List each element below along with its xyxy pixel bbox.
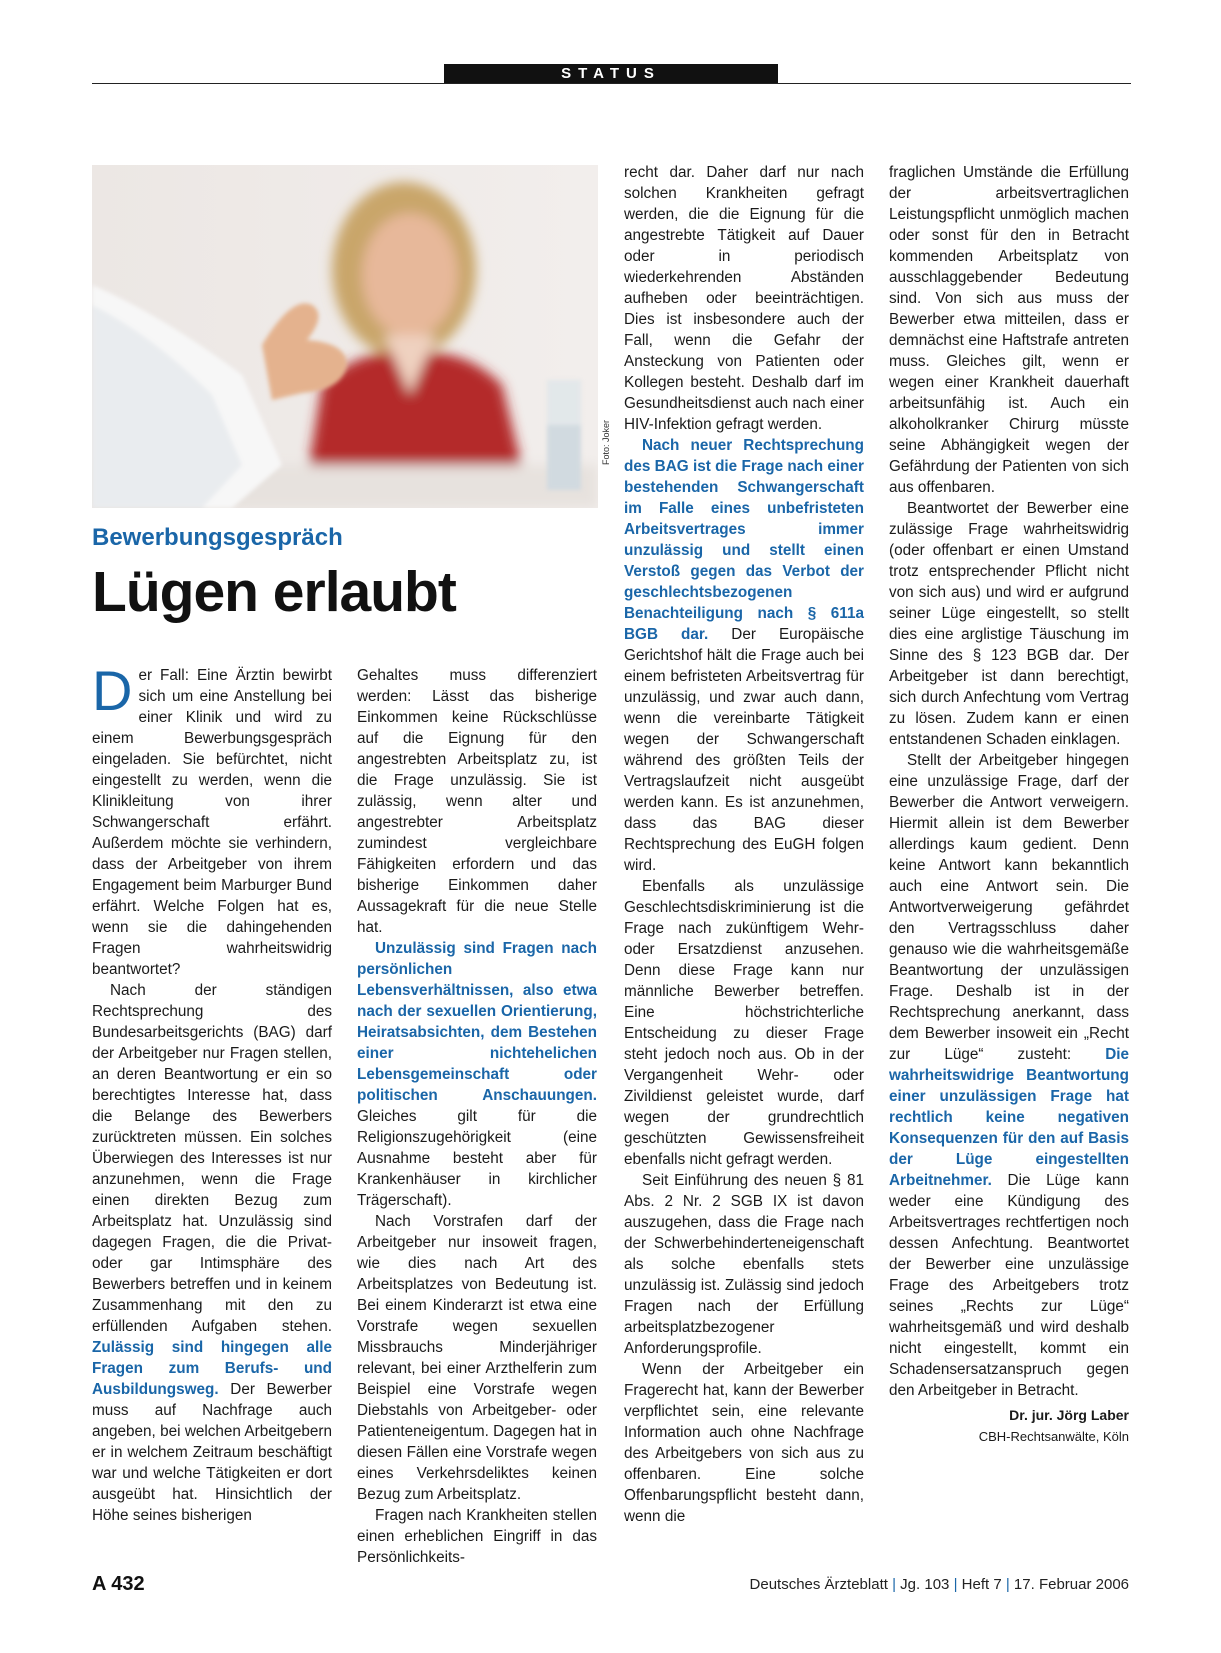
paragraph [624, 1170, 864, 1359]
paragraph-text: Ebenfalls als unzulässige Geschlechtsdiskriminierung ist die Frage nach zukünftigem Wehr- oder Ersatzdienst anzusehen. Denn diese Frage kann nur männliche Bewerber betreffen. Eine höchstrichterliche Entscheidung zu dieser Frage steht jedoch noch aus. Ob in der Vergangenheit Wehr- oder Zivildienst geleistet wurde, darf wegen der grundrechtlich geschützten Gewissensfreiheit ebenfalls nicht gefragt werden. [624, 878, 864, 1168]
paragraph [889, 750, 1129, 1401]
paragraph-text: Beantwortet der Bewerber eine zulässige Frage wahrheitswidrig (oder offenbart er einen Umstand trotz entsprechender Pflicht nicht von sich aus) und wird er aufgrund seiner Lüge eingestellt, so stellt dies eine arglistige Täuschung im Sinne des § 123 BGB dar. Der Arbeitgeber ist dann berechtigt, sich durch Anfechtung vom Vertrag zu lösen. Zudem kann er einen entstandenen Schaden einklagen. [889, 500, 1129, 748]
paragraph-text: recht dar. Daher darf nur nach solchen Krankheiten gefragt werden, die die Eignung für die angestrebte Tätigkeit auf Dauer oder in periodisch wiederkehrenden Abständen aufheben oder beeinträchtigen. Dies ist insbesondere auch der Fall, wenn die Gefahr der Ansteckung von Patienten oder Kollegen besteht. Deshalb darf im Gesundheitsdienst auch nach einer HIV-Infektion gefragt werden. [624, 164, 864, 433]
article-title: Lügen erlaubt [92, 560, 456, 624]
journal-date: 17. Februar 2006 [1013, 1576, 1129, 1593]
paragraph [357, 1211, 597, 1505]
paragraph [624, 435, 864, 876]
highlight-text: Zulässig sind hingegen alle Fragen zum Berufs- und Ausbildungsweg. [92, 1339, 332, 1398]
text-column-3 [624, 162, 864, 1527]
journal-volume: Jg. 103 [900, 1576, 950, 1593]
article-subtitle: Bewerbungsgespräch [92, 524, 343, 551]
paragraph [357, 665, 597, 938]
paragraph [624, 876, 864, 1170]
paragraph-text: Gleiches gilt für die Religionszugehörigkeit (eine Ausnahme besteht aber für Krankenhäuser in kirchlicher Trägerschaft). [357, 1108, 597, 1209]
paragraph-text: Seit Einführung des neuen § 81 Abs. 2 Nr. 2 SGB IX ist davon auszugehen, dass die Frage nach der Schwerbehinderteneigenschaft als solche ebenfalls stets unzulässig ist. Zulässig sind jedoch Fragen nach der Erfüllung arbeitsplatzbezogener Anforderungsprofile. [624, 1172, 864, 1357]
paragraph-text: Nach der ständigen Rechtsprechung des Bundesarbeitsgerichts (BAG) darf der Arbeitgeber nur Fragen stellen, an deren Beantwortung er ein so berechtigtes Interesse hat, dass die Belange des Bewerbers zurücktreten müssen. Ein solches Überwiegen des Interesses ist nur anzunehmen, wenn die Frage einen direkten Bezug zum Arbeitsplatz hat. Unzulässig sind dagegen Fragen, die die Privat- oder gar Intimsphäre des Bewerbers betreffen und in keinem Zusammenhang mit den zu erfüllenden Aufgaben stehen. [92, 982, 332, 1335]
text-column-2 [357, 665, 597, 1568]
photo-credit: Foto: Joker [601, 419, 611, 465]
paragraph-text: er Fall: Eine Ärztin bewirbt sich um eine Anstellung bei einer Klinik und wird zu einem Bewerbungsgespräch eingeladen. Sie befürchtet, nicht eingestellt zu werden, wenn die Klinikleitung von ihrer Schwangerschaft erfährt. Außerdem möchte sie verhindern, dass der Arbeitgeber von ihrem Engagement beim Marburger Bund erfährt. Welche Folgen hat es, wenn sie die dahingehenden Fragen wahrheitswidrig beantwortet? [92, 667, 332, 978]
text-column-1 [92, 659, 332, 1526]
separator: | [892, 1576, 896, 1593]
journal-footer [750, 1576, 1129, 1593]
author-affiliation: CBH-Rechtsanwälte, Köln [978, 1429, 1129, 1444]
paragraph-text: Fragen nach Krankheiten stellen einen erheblichen Eingriff in das Persönlichkeits- [357, 1507, 597, 1566]
drop-cap: D [92, 659, 133, 722]
paragraph-text: Der Bewerber muss auf Nachfrage auch angeben, bei welchen Arbeitgebern er in welchem Zeitraum beschäftigt war und welche Tätigkeiten er dort ausgeübt hat. Hinsichtlich der Höhe seines bisherigen [92, 1381, 332, 1524]
paragraph [889, 498, 1129, 750]
paragraph-text: Der Europäische Gerichtshof hält die Frage auch bei einem befristeten Arbeitsvertrag für unzulässig, und zwar auch dann, wenn die vereinbarte Tätigkeit wegen der Schwangerschaft während des größten Teils der Vertragslaufzeit nicht ausgeübt werden kann. Es ist anzunehmen, dass das BAG dieser Rechtsprechung des EuGH folgen wird. [624, 626, 865, 874]
paragraph-text: Stellt der Arbeitgeber hingegen eine unzulässige Frage, darf der Bewerber die Antwort verweigern. Hiermit allein ist dem Bewerber allerdings kaum gedient. Denn keine Antwort kann bekanntlich auch eine Antwort sein. Die Antwortverweigerung gefährdet den Vertragsschluss daher genauso wie die wahrheitsgemäße Beantwortung der unzulässigen Frage. Deshalb ist in der Rechtsprechung anerkannt, dass dem Bewerber insoweit ein „Recht zur Lüge“ zusteht: [889, 752, 1129, 1063]
paragraph-text: fraglichen Umstände die Erfüllung der arbeitsvertraglichen Leistungspflicht unmöglich machen oder sonst für den in Betracht kommenden Arbeitsplatz von ausschlaggebender Bedeutung sind. Von sich aus muss der Bewerber etwa mitteilen, dass er demnächst eine Haftstrafe antreten muss. Gleiches gilt, wenn er wegen einer Krankheit dauerhaft arbeitsunfähig ist. Auch ein alkoholkranker Chirurg müsste seine Abhängigkeit wegen der Gefährdung der Patienten von sich aus offenbaren. [889, 164, 1129, 496]
highlight-text: Die wahrheitswidrige Beantwortung einer unzulässigen Frage hat rechtlich keine negativen Konsequenzen für den auf Basis der Lüge eingestellten Arbeitnehmer. [889, 1046, 1129, 1189]
separator: | [1005, 1576, 1010, 1593]
paragraph-text: Nach Vorstrafen darf der Arbeitgeber nur insoweit fragen, wie dies nach Art des Arbeitsplatzes von Bedeutung ist. Bei einem Kinderarzt ist etwa eine Vorstrafe wegen sexuellen Missbrauchs Minderjähriger relevant, bei einer Arzthelferin zum Beispiel eine Vorstrafe wegen Diebstahls von Arbeitgeber- oder Patienteneigentum. Dagegen hat in diesen Fällen eine Vorstrafe wegen eines Verkehrsdeliktes keinen Bezug zum Arbeitsplatz. [357, 1213, 597, 1503]
paragraph-text: Die Lüge kann weder eine Kündigung des Arbeitsvertrages rechtfertigen noch dessen Anfechtung. Beantwortet der Bewerber eine unzulässige Frage des Arbeitgebers trotz seines „Rechts zur Lüge“ wahrheitsgemäß und wird deshalb nicht eingestellt, kommt ein Schadensersatzanspruch gegen den Arbeitgeber in Betracht. [889, 1172, 1130, 1399]
page-number: A 432 [92, 1573, 145, 1595]
author-name: Dr. jur. Jörg Laber [1009, 1407, 1129, 1423]
paragraph [357, 938, 597, 1211]
paragraph-text: Gehaltes muss differenziert werden: Lässt das bisherige Einkommen keine Rückschlüsse auf die Eignung für den angestrebten Arbeitsplatz zu, ist die Frage unzulässig. Sie ist zulässig, wenn alter und angestrebter Arbeitsplatz zumindest vergleichbare Fähigkeiten erfordern und das bisherige Einkommen daher Aussagekraft für die neue Stelle hat. [357, 667, 597, 936]
header-rule [92, 83, 1131, 84]
paragraph [92, 980, 332, 1526]
paragraph [624, 1359, 864, 1527]
paragraph [889, 162, 1129, 498]
article-photo [92, 165, 598, 508]
separator: | [953, 1576, 958, 1593]
paragraph [357, 1505, 597, 1568]
journal-name: Deutsches Ärzteblatt [749, 1576, 888, 1593]
highlight-text: Nach neuer Rechtsprechung des BAG ist die Frage nach einer bestehenden Schwangerschaft im Falle eines unbefristeten Arbeitsvertrages immer unzulässig und stellt einen Verstoß gegen das Verbot der geschlechtsbezogenen Benachteiligung nach § 611a BGB dar. [624, 437, 864, 643]
journal-issue: Heft 7 [961, 1576, 1002, 1593]
paragraph-text: Wenn der Arbeitgeber ein Fragerecht hat, kann der Bewerber verpflichtet sein, eine relevante Information auch ohne Nachfrage des Arbeitgebers von sich aus zu offenbaren. Eine solche Offenbarungspflicht besteht dann, wenn die [624, 1361, 864, 1525]
section-header: STATUS [444, 64, 778, 84]
highlight-text: Unzulässig sind Fragen nach persönlichen Lebensverhältnissen, also etwa nach der sexuellen Orientierung, Heiratsabsichten, dem Bestehen einer nichtehelichen Lebensgemeinschaft oder politischen Anschauungen. [357, 940, 597, 1104]
text-column-4 [889, 162, 1129, 1447]
paragraph [92, 659, 332, 980]
interview-photo-illustration [92, 165, 598, 508]
paragraph [624, 162, 864, 435]
